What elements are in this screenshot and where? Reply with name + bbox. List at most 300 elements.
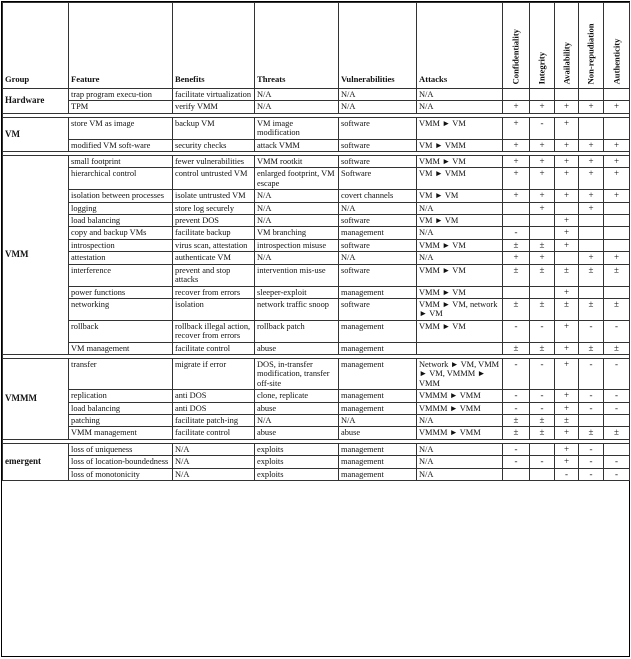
header-confidentiality [503,3,530,89]
integrity-cell: - [530,456,555,468]
table-row [3,168,630,190]
table-row [3,202,630,214]
threats-cell: VM branching [255,227,339,239]
non-repudiation-cell [579,117,604,139]
authenticity-cell: - [604,390,630,402]
attacks-cell [417,342,503,354]
group-label: VMMM [3,358,69,439]
threats-cell: N/A [255,190,339,202]
integrity-cell: + [530,168,555,190]
authenticity-cell: ± [604,264,630,286]
authenticity-cell: ± [604,342,630,354]
attacks-cell: VMM ► VM [417,156,503,168]
authenticity-cell: + [604,101,630,113]
benefits-cell: security checks [173,139,255,151]
vulnerabilities-cell: software [339,156,417,168]
authenticity-cell [604,227,630,239]
availability-cell: + [555,168,579,190]
attacks-cell: VMM ► VM [417,286,503,298]
benefits-cell: control untrusted VM [173,168,255,190]
availability-cell: - [555,468,579,480]
threats-cell: exploits [255,456,339,468]
header-availability [555,3,579,89]
attacks-cell: VM ► VM [417,215,503,227]
table-row [3,320,630,342]
authenticity-cell [604,89,630,101]
integrity-cell [530,227,555,239]
integrity-cell: + [530,101,555,113]
header-group: Group [3,3,69,89]
integrity-cell: + [530,190,555,202]
feature-cell: trap program execu-tion [69,89,173,101]
table-row [3,252,630,264]
authenticity-cell: + [604,156,630,168]
header-non-repudiation [579,3,604,89]
group-label: VM [3,117,69,151]
threats-cell: network traffic snoop [255,298,339,320]
availability-cell: + [555,286,579,298]
confidentiality-cell: ± [503,427,530,439]
attacks-cell: N/A [417,202,503,214]
attacks-cell: VM ► VM [417,190,503,202]
benefits-cell: N/A [173,456,255,468]
threats-cell: clone, replicate [255,390,339,402]
header-confidentiality-label: Confidentiality [510,28,521,84]
non-repudiation-cell [579,239,604,251]
authenticity-cell [604,443,630,455]
non-repudiation-cell: + [579,252,604,264]
feature-cell: isolation between processes [69,190,173,202]
non-repudiation-cell [579,215,604,227]
attacks-cell: VMMM ► VMM [417,402,503,414]
availability-cell: + [555,190,579,202]
benefits-cell: isolation [173,298,255,320]
authenticity-cell: + [604,252,630,264]
feature-cell: replication [69,390,173,402]
table-row [3,215,630,227]
header-authenticity-label: Authenticity [610,38,621,84]
table-row [3,468,630,480]
benefits-cell: fewer vulnerabilities [173,156,255,168]
confidentiality-cell: - [503,320,530,342]
integrity-cell [530,443,555,455]
benefits-cell: verify VMM [173,101,255,113]
integrity-cell [530,89,555,101]
table-row [3,358,630,389]
benefits-cell: rollback illegal action, recover from errors [173,320,255,342]
threats-cell: abuse [255,427,339,439]
confidentiality-cell: - [503,227,530,239]
table-row [3,414,630,426]
benefits-cell: backup VM [173,117,255,139]
non-repudiation-cell: ± [579,427,604,439]
threats-cell: N/A [255,89,339,101]
vulnerabilities-cell: N/A [339,252,417,264]
confidentiality-cell: ± [503,298,530,320]
feature-cell: power functions [69,286,173,298]
authenticity-cell: - [604,320,630,342]
header-authenticity [604,3,630,89]
authenticity-cell [604,414,630,426]
vulnerabilities-cell: software [339,117,417,139]
vulnerabilities-cell: software [339,215,417,227]
security-table-figure [1,1,630,657]
benefits-cell: isolate untrusted VM [173,190,255,202]
benefits-cell: store log securely [173,202,255,214]
vulnerabilities-cell: Software [339,168,417,190]
attacks-cell: VMM ► VM [417,264,503,286]
threats-cell: N/A [255,252,339,264]
benefits-cell: authenticate VM [173,252,255,264]
confidentiality-cell: - [503,443,530,455]
attacks-cell: N/A [417,227,503,239]
table-row [3,298,630,320]
threats-cell: enlarged footprint, VM escape [255,168,339,190]
benefits-cell: facilitate virtualization [173,89,255,101]
attacks-cell: N/A [417,468,503,480]
availability-cell: + [555,117,579,139]
feature-cell: VM management [69,342,173,354]
attacks-cell: N/A [417,89,503,101]
attacks-cell: VM ► VMM [417,139,503,151]
threats-cell: exploits [255,468,339,480]
availability-cell [555,252,579,264]
non-repudiation-cell: - [579,390,604,402]
table-body [3,89,630,481]
confidentiality-cell: - [503,390,530,402]
group-label: Hardware [3,89,69,114]
authenticity-cell: - [604,468,630,480]
availability-cell: + [555,215,579,227]
vulnerabilities-cell: software [339,139,417,151]
authenticity-cell: - [604,456,630,468]
availability-cell: + [555,139,579,151]
non-repudiation-cell: + [579,168,604,190]
non-repudiation-cell: - [579,468,604,480]
non-repudiation-cell: - [579,456,604,468]
non-repudiation-cell [579,286,604,298]
vulnerabilities-cell: management [339,468,417,480]
feature-cell: VMM management [69,427,173,439]
threats-cell: VMM rootkit [255,156,339,168]
non-repudiation-cell: + [579,190,604,202]
threats-cell: rollback patch [255,320,339,342]
vulnerabilities-cell: software [339,264,417,286]
attacks-cell: VMM ► VM [417,117,503,139]
authenticity-cell: - [604,358,630,389]
confidentiality-cell: + [503,117,530,139]
feature-cell: rollback [69,320,173,342]
availability-cell: + [555,342,579,354]
vulnerabilities-cell: N/A [339,414,417,426]
group-label: emergent [3,443,69,480]
attacks-cell: VMMM ► VMM [417,390,503,402]
benefits-cell: migrate if error [173,358,255,389]
table-row [3,427,630,439]
availability-cell: + [555,402,579,414]
threats-cell: intervention mis-use [255,264,339,286]
confidentiality-cell: + [503,252,530,264]
attacks-cell: N/A [417,456,503,468]
availability-cell: + [555,427,579,439]
vulnerabilities-cell: management [339,286,417,298]
confidentiality-cell: + [503,101,530,113]
attacks-cell: VMM ► VM [417,239,503,251]
availability-cell: + [555,227,579,239]
table-row [3,239,630,251]
feature-cell: modified VM soft-ware [69,139,173,151]
feature-cell: loss of location-boundedness [69,456,173,468]
confidentiality-cell: ± [503,414,530,426]
authenticity-cell [604,286,630,298]
threats-cell: N/A [255,414,339,426]
availability-cell: ± [555,414,579,426]
feature-cell: attestation [69,252,173,264]
table-row [3,456,630,468]
authenticity-cell: + [604,139,630,151]
non-repudiation-cell: + [579,156,604,168]
non-repudiation-cell: + [579,139,604,151]
benefits-cell: anti DOS [173,402,255,414]
table-row [3,402,630,414]
table-row [3,101,630,113]
confidentiality-cell: - [503,358,530,389]
integrity-cell: - [530,320,555,342]
integrity-cell: ± [530,414,555,426]
benefits-cell: N/A [173,443,255,455]
vulnerabilities-cell: abuse [339,427,417,439]
integrity-cell: + [530,139,555,151]
threats-cell: N/A [255,215,339,227]
vulnerabilities-cell: software [339,239,417,251]
authenticity-cell: - [604,402,630,414]
table-row [3,139,630,151]
header-feature: Feature [69,3,173,89]
feature-cell: TPM [69,101,173,113]
integrity-cell: ± [530,298,555,320]
feature-cell: load balancing [69,402,173,414]
integrity-cell: + [530,202,555,214]
attacks-cell: N/A [417,101,503,113]
authenticity-cell [604,117,630,139]
threats-cell: abuse [255,402,339,414]
authenticity-cell: ± [604,298,630,320]
table-row [3,117,630,139]
feature-cell: patching [69,414,173,426]
vulnerabilities-cell: management [339,456,417,468]
confidentiality-cell: - [503,402,530,414]
table-row [3,227,630,239]
integrity-cell: ± [530,239,555,251]
benefits-cell: facilitate patch-ing [173,414,255,426]
integrity-cell: ± [530,342,555,354]
header-threats: Threats [255,3,339,89]
confidentiality-cell: ± [503,342,530,354]
feature-cell: small footprint [69,156,173,168]
vulnerabilities-cell: management [339,390,417,402]
virtualization-security-table [2,2,630,481]
vulnerabilities-cell: management [339,443,417,455]
header-benefits: Benefits [173,3,255,89]
feature-cell: copy and backup VMs [69,227,173,239]
threats-cell: DOS, in-transfer modification, transfer off-site [255,358,339,389]
non-repudiation-cell [579,414,604,426]
availability-cell: + [555,443,579,455]
benefits-cell: anti DOS [173,390,255,402]
confidentiality-cell [503,286,530,298]
availability-cell: + [555,390,579,402]
integrity-cell: - [530,358,555,389]
header-non-repudiation-label: Non-repudiation [585,23,596,84]
table-row [3,342,630,354]
benefits-cell: recover from errors [173,286,255,298]
feature-cell: introspection [69,239,173,251]
non-repudiation-cell: + [579,101,604,113]
header-integrity-label: Integrity [536,51,547,84]
benefits-cell: N/A [173,468,255,480]
non-repudiation-cell: - [579,402,604,414]
non-repudiation-cell: ± [579,264,604,286]
header-integrity [530,3,555,89]
authenticity-cell [604,215,630,227]
integrity-cell [530,286,555,298]
benefits-cell: virus scan, attestation [173,239,255,251]
availability-cell: + [555,358,579,389]
attacks-cell: N/A [417,443,503,455]
vulnerabilities-cell: management [339,342,417,354]
non-repudiation-cell [579,227,604,239]
header-vulnerabilities: Vulnerabilities [339,3,417,89]
attacks-cell: N/A [417,414,503,426]
threats-cell: exploits [255,443,339,455]
benefits-cell: prevent and stop attacks [173,264,255,286]
vulnerabilities-cell: management [339,227,417,239]
group-label: VMM [3,156,69,355]
table-row [3,443,630,455]
table-row [3,390,630,402]
availability-cell [555,202,579,214]
header-row [3,3,630,89]
integrity-cell [530,468,555,480]
availability-cell: + [555,239,579,251]
table-row [3,190,630,202]
vulnerabilities-cell: management [339,320,417,342]
confidentiality-cell [503,202,530,214]
availability-cell: ± [555,264,579,286]
vulnerabilities-cell: N/A [339,202,417,214]
vulnerabilities-cell: N/A [339,101,417,113]
confidentiality-cell [503,215,530,227]
authenticity-cell [604,202,630,214]
table-row [3,89,630,101]
table-row [3,156,630,168]
benefits-cell: facilitate backup [173,227,255,239]
feature-cell: loss of monotonicity [69,468,173,480]
integrity-cell: ± [530,427,555,439]
threats-cell: attack VMM [255,139,339,151]
confidentiality-cell: - [503,456,530,468]
confidentiality-cell: + [503,168,530,190]
threats-cell: sleeper-exploit [255,286,339,298]
availability-cell: + [555,156,579,168]
threats-cell: VM image modification [255,117,339,139]
feature-cell: loss of uniqueness [69,443,173,455]
threats-cell: introspection misuse [255,239,339,251]
non-repudiation-cell: + [579,202,604,214]
attacks-cell: N/A [417,252,503,264]
availability-cell: ± [555,298,579,320]
authenticity-cell: ± [604,427,630,439]
attacks-cell: Network ► VM, VMM ► VM, VMMM ► VMM [417,358,503,389]
confidentiality-cell: + [503,190,530,202]
availability-cell: + [555,320,579,342]
attacks-cell: VMMM ► VMM [417,427,503,439]
non-repudiation-cell: ± [579,298,604,320]
confidentiality-cell [503,468,530,480]
authenticity-cell: + [604,168,630,190]
feature-cell: hierarchical control [69,168,173,190]
non-repudiation-cell: - [579,443,604,455]
feature-cell: logging [69,202,173,214]
vulnerabilities-cell: management [339,402,417,414]
vulnerabilities-cell: management [339,358,417,389]
availability-cell: + [555,456,579,468]
confidentiality-cell: + [503,139,530,151]
non-repudiation-cell: - [579,358,604,389]
benefits-cell: facilitate control [173,342,255,354]
attacks-cell: VM ► VMM [417,168,503,190]
feature-cell: networking [69,298,173,320]
integrity-cell: - [530,117,555,139]
attacks-cell: VMM ► VM, network ► VM [417,298,503,320]
header-attacks: Attacks [417,3,503,89]
threats-cell: N/A [255,202,339,214]
non-repudiation-cell: - [579,320,604,342]
availability-cell: + [555,101,579,113]
integrity-cell: - [530,402,555,414]
integrity-cell [530,215,555,227]
availability-cell [555,89,579,101]
benefits-cell: prevent DOS [173,215,255,227]
vulnerabilities-cell: N/A [339,89,417,101]
authenticity-cell: + [604,190,630,202]
non-repudiation-cell [579,89,604,101]
integrity-cell: - [530,390,555,402]
benefits-cell: facilitate control [173,427,255,439]
threats-cell: abuse [255,342,339,354]
feature-cell: load balancing [69,215,173,227]
authenticity-cell [604,239,630,251]
header-availability-label: Availability [560,41,571,84]
threats-cell: N/A [255,101,339,113]
confidentiality-cell: ± [503,264,530,286]
integrity-cell: + [530,156,555,168]
table-row [3,286,630,298]
attacks-cell: VMM ► VM [417,320,503,342]
feature-cell: store VM as image [69,117,173,139]
vulnerabilities-cell: covert channels [339,190,417,202]
feature-cell: interference [69,264,173,286]
confidentiality-cell [503,89,530,101]
confidentiality-cell: ± [503,239,530,251]
integrity-cell: ± [530,264,555,286]
confidentiality-cell: + [503,156,530,168]
vulnerabilities-cell: software [339,298,417,320]
feature-cell: transfer [69,358,173,389]
non-repudiation-cell: ± [579,342,604,354]
table-row [3,264,630,286]
integrity-cell: + [530,252,555,264]
